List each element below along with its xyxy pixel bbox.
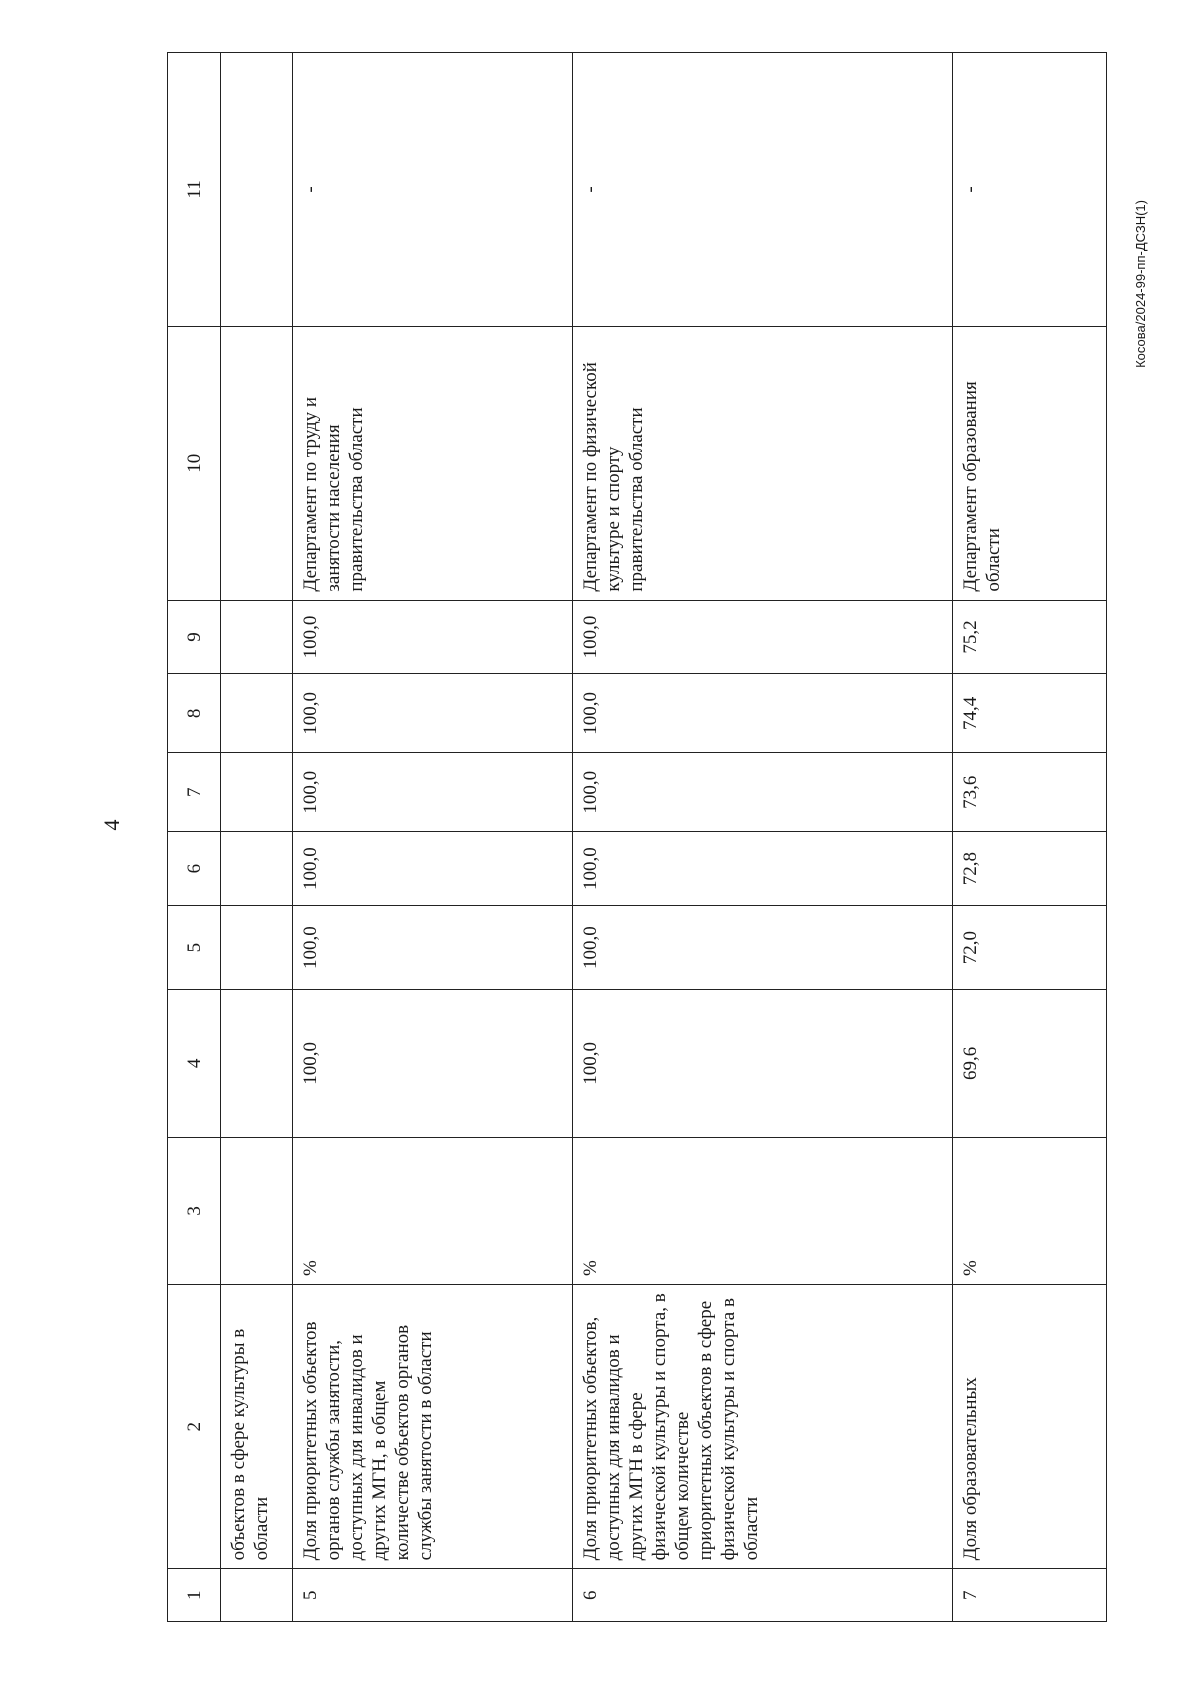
value-cell: 100,0 bbox=[573, 905, 953, 989]
header-cell: 5 bbox=[168, 905, 221, 989]
value-cell: 100,0 bbox=[573, 600, 953, 674]
table-row bbox=[221, 53, 293, 1622]
indicator-table-rotated bbox=[167, 52, 1107, 1622]
unit-cell: % bbox=[953, 1137, 1107, 1284]
row-number: 7 bbox=[953, 1569, 1107, 1622]
value-cell: 100,0 bbox=[293, 832, 573, 906]
header-cell: 10 bbox=[168, 326, 221, 600]
value-cell: 75,2 bbox=[953, 600, 1107, 674]
row-number: 5 bbox=[293, 1569, 573, 1622]
value-cell bbox=[221, 600, 293, 674]
indicator-name: объектов в сфере культуры в области bbox=[221, 1285, 293, 1569]
value-cell bbox=[221, 990, 293, 1137]
header-cell: 4 bbox=[168, 990, 221, 1137]
note-cell: - bbox=[953, 53, 1107, 327]
indicator-name: Доля приоритетных объектов, доступных для инвалидов и других МГН в сфере физической культуры и спорта, в общем количестве приоритетных объектов в сфере физической культуры и спорта в области bbox=[573, 1285, 953, 1569]
header-cell: 9 bbox=[168, 600, 221, 674]
note-cell: - bbox=[573, 53, 953, 327]
unit-cell bbox=[221, 1137, 293, 1284]
value-cell bbox=[221, 832, 293, 906]
value-cell: 100,0 bbox=[573, 832, 953, 906]
header-cell: 8 bbox=[168, 674, 221, 753]
responsible-cell: Департамент образования области bbox=[953, 326, 1107, 600]
value-cell: 100,0 bbox=[573, 674, 953, 753]
header-cell: 1 bbox=[168, 1569, 221, 1622]
value-cell bbox=[221, 674, 293, 753]
value-cell: 100,0 bbox=[293, 674, 573, 753]
document-code: Косова/2024-99-пп-ДСЗН(1) bbox=[1133, 200, 1148, 368]
row-number bbox=[221, 1569, 293, 1622]
table-row bbox=[573, 53, 953, 1622]
value-cell: 100,0 bbox=[293, 990, 573, 1137]
value-cell: 100,0 bbox=[293, 905, 573, 989]
row-number: 6 bbox=[573, 1569, 953, 1622]
note-cell: - bbox=[293, 53, 573, 327]
header-cell: 3 bbox=[168, 1137, 221, 1284]
responsible-cell: Департамент по труду и занятости населения правительства области bbox=[293, 326, 573, 600]
page-number: 4 bbox=[99, 819, 124, 831]
value-cell bbox=[221, 753, 293, 832]
responsible-cell: Департамент по физической культуре и спорту правительства области bbox=[573, 326, 953, 600]
note-cell bbox=[221, 53, 293, 327]
value-cell: 72,0 bbox=[953, 905, 1107, 989]
header-cell: 7 bbox=[168, 753, 221, 832]
value-cell: 73,6 bbox=[953, 753, 1107, 832]
value-cell: 100,0 bbox=[573, 990, 953, 1137]
header-row bbox=[168, 53, 221, 1622]
value-cell: 74,4 bbox=[953, 674, 1107, 753]
value-cell: 100,0 bbox=[573, 753, 953, 832]
indicator-name: Доля образовательных bbox=[953, 1285, 1107, 1569]
table-row bbox=[953, 53, 1107, 1622]
header-cell: 6 bbox=[168, 832, 221, 906]
indicator-name: Доля приоритетных объектов органов службы занятости, доступных для инвалидов и других МГН, в общем количестве объектов органов службы занятости в области bbox=[293, 1285, 573, 1569]
header-cell: 11 bbox=[168, 53, 221, 327]
value-cell: 100,0 bbox=[293, 753, 573, 832]
value-cell bbox=[221, 905, 293, 989]
header-cell: 2 bbox=[168, 1285, 221, 1569]
unit-cell: % bbox=[573, 1137, 953, 1284]
indicator-table bbox=[167, 52, 1107, 1622]
value-cell: 100,0 bbox=[293, 600, 573, 674]
table-row bbox=[293, 53, 573, 1622]
unit-cell: % bbox=[293, 1137, 573, 1284]
value-cell: 72,8 bbox=[953, 832, 1107, 906]
responsible-cell bbox=[221, 326, 293, 600]
value-cell: 69,6 bbox=[953, 990, 1107, 1137]
